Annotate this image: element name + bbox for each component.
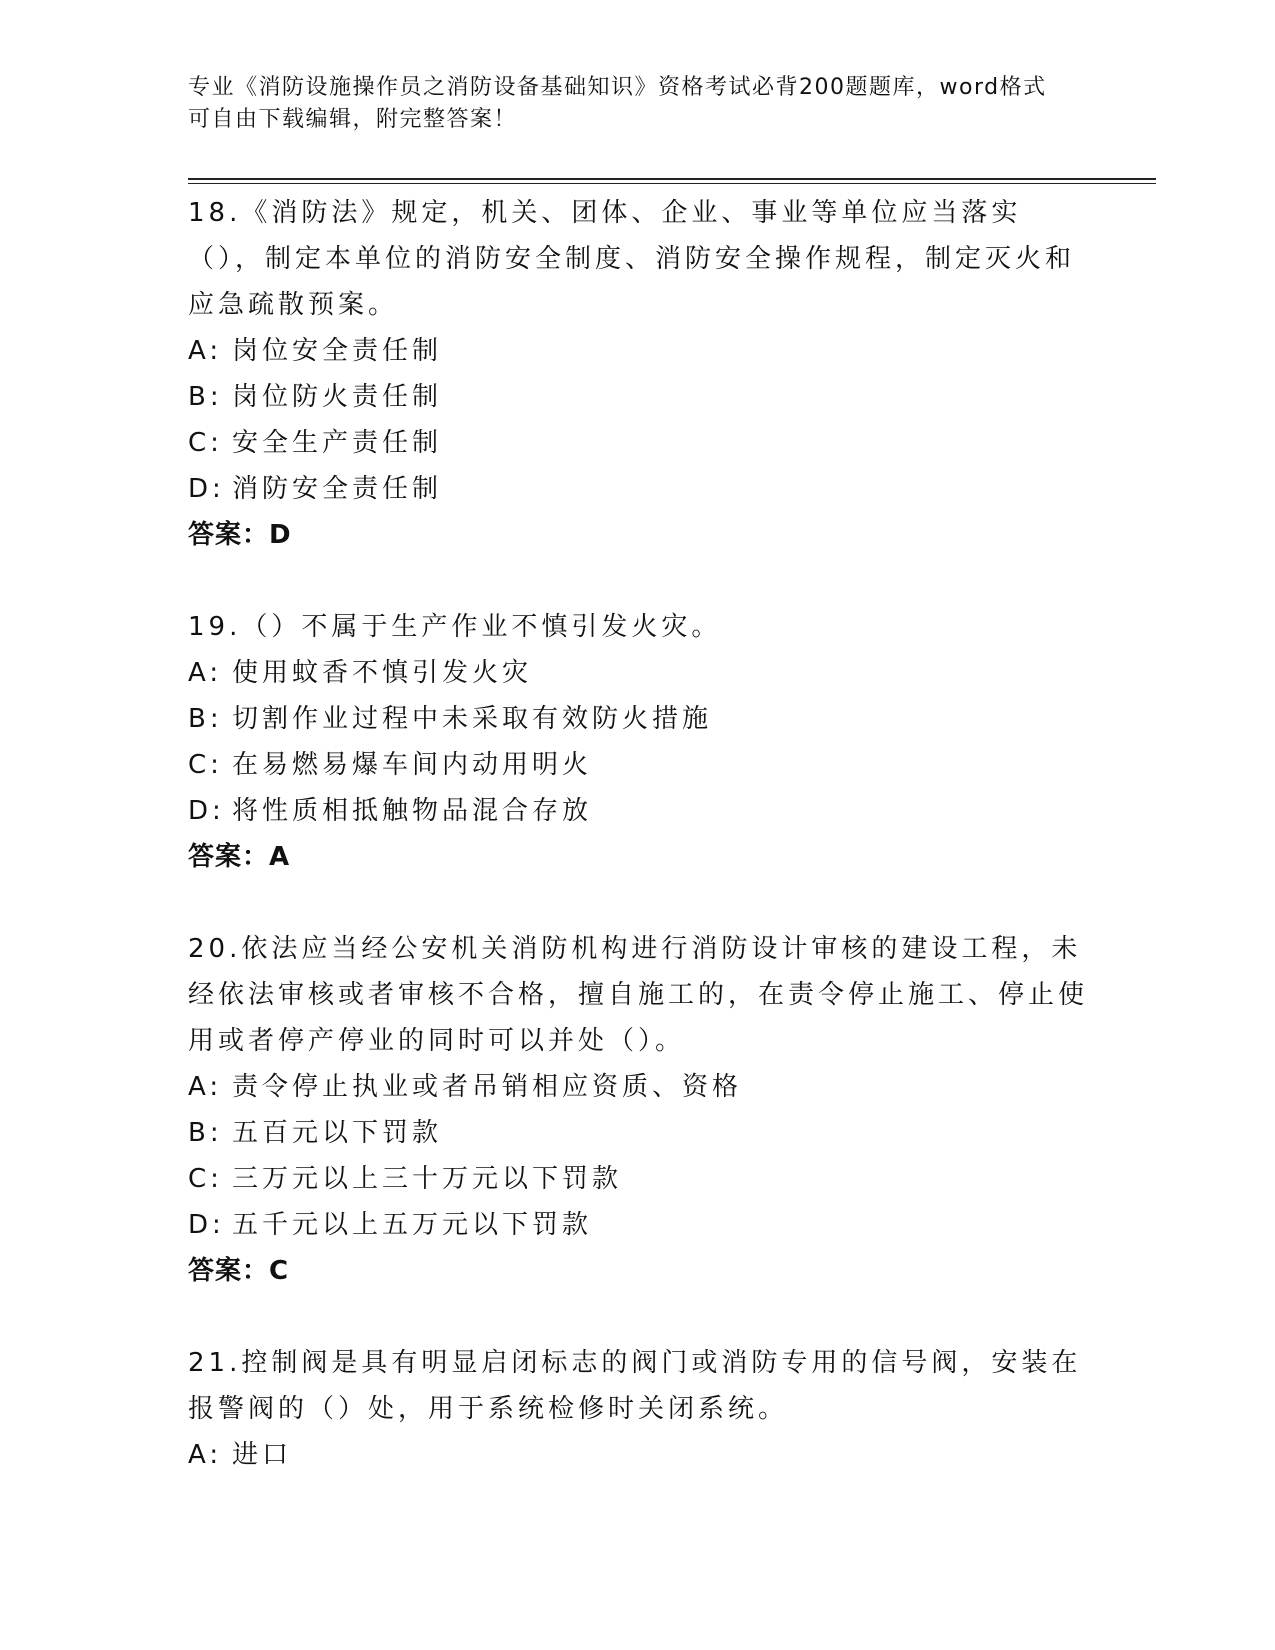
option-text: 使用蚊香不慎引发火灾 — [232, 658, 533, 688]
option-text: 将性质相抵触物品混合存放 — [232, 796, 593, 826]
option-d — [188, 466, 1088, 512]
option-d — [188, 1202, 1088, 1248]
option-key: B: — [188, 382, 223, 412]
option-b — [188, 374, 1088, 420]
option-a — [188, 1064, 1088, 1110]
document-header: 专业《消防设施操作员之消防设备基础知识》资格考试必背200题题库，word格式可自由下载编辑，附完整答案！ — [188, 75, 1047, 132]
option-c — [188, 420, 1088, 466]
option-text: 岗位防火责任制 — [232, 382, 443, 412]
question-stem: 20.依法应当经公安机关消防机构进行消防设计审核的建设工程，未经依法审核或者审核不合格，擅自施工的，在责令停止施工、停止使用或者停产停业的同时可以并处（）。 — [188, 934, 1089, 1056]
option-text: 五百元以下罚款 — [232, 1118, 443, 1148]
option-key: A: — [188, 658, 223, 688]
option-key: B: — [188, 1118, 223, 1148]
option-key: D: — [188, 474, 225, 504]
option-key: C: — [188, 750, 223, 780]
question-stem: 18.《消防法》规定，机关、团体、企业、事业等单位应当落实（），制定本单位的消防安全制度、消防安全操作规程，制定灭火和应急疏散预案。 — [188, 198, 1076, 320]
option-a — [188, 328, 1088, 374]
option-c — [188, 1156, 1088, 1202]
option-text: 三万元以上三十万元以下罚款 — [232, 1164, 623, 1194]
option-key: C: — [188, 1164, 223, 1194]
option-text: 消防安全责任制 — [232, 474, 443, 504]
option-b — [188, 696, 1088, 742]
question-stem: 19.（）不属于生产作业不慎引发火灾。 — [188, 612, 722, 642]
option-key: A: — [188, 336, 223, 366]
question-spacer — [188, 1294, 1088, 1340]
option-a — [188, 650, 1088, 696]
question-18 — [188, 190, 1088, 558]
option-text: 五千元以上五万元以下罚款 — [232, 1210, 593, 1240]
question-21 — [188, 1340, 1088, 1478]
answer-line: 答案：D — [188, 520, 292, 550]
header-divider-thin — [188, 183, 1156, 184]
option-a — [188, 1432, 1088, 1478]
header-divider-thick — [188, 178, 1156, 180]
option-text: 岗位安全责任制 — [232, 336, 443, 366]
option-b — [188, 1110, 1088, 1156]
option-text: 安全生产责任制 — [232, 428, 443, 458]
option-key: D: — [188, 1210, 225, 1240]
option-key: B: — [188, 704, 223, 734]
question-spacer — [188, 558, 1088, 604]
option-key: A: — [188, 1440, 223, 1470]
option-key: D: — [188, 796, 225, 826]
question-stem: 21.控制阀是具有明显启闭标志的阀门或消防专用的信号阀，安装在报警阀的（）处，用于系统检修时关闭系统。 — [188, 1348, 1082, 1424]
option-key: C: — [188, 428, 223, 458]
option-text: 进口 — [232, 1440, 293, 1470]
question-20 — [188, 926, 1088, 1294]
answer-line: 答案：C — [188, 1256, 290, 1286]
option-text: 切割作业过程中未采取有效防火措施 — [232, 704, 713, 734]
option-c — [188, 742, 1088, 788]
option-key: A: — [188, 1072, 223, 1102]
question-spacer — [188, 880, 1088, 926]
option-d — [188, 788, 1088, 834]
answer-line: 答案：A — [188, 842, 291, 872]
option-text: 责令停止执业或者吊销相应资质、资格 — [232, 1072, 743, 1102]
question-19 — [188, 604, 1088, 880]
question-list — [188, 190, 1088, 1478]
option-text: 在易燃易爆车间内动用明火 — [232, 750, 593, 780]
